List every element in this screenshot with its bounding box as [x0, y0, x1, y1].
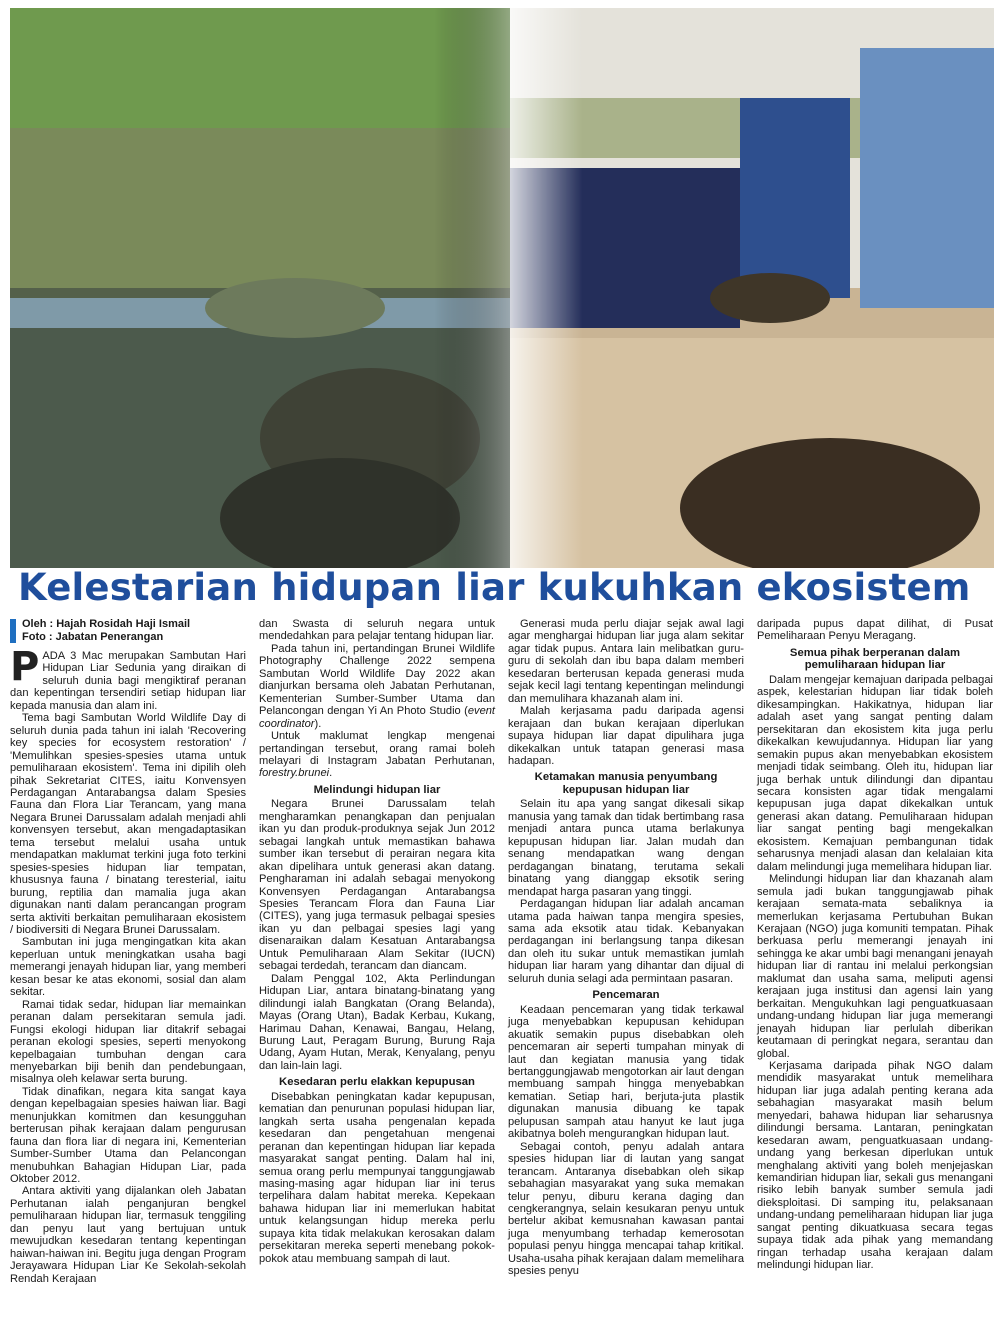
- paragraph: Untuk maklumat lengkap mengenai pertandingan tersebut, orang ramai boleh melayari di Instagram Jabatan Perhutanan, forestry.brunei.: [259, 730, 495, 780]
- paragraph: Perdagangan hidupan liar adalah ancaman utama pada haiwan tanpa mengira spesies, sama ada eksotik atau tidak. Kebanyakan perdagangan ini berlangsung tanpa dikesan dan oleh itu sukar untuk memastikan jumlah hidupan liar haram yang dihantar dan dijual di seluruh dunia selagi ada permintaan pasaran.: [508, 898, 744, 985]
- paragraph: PADA 3 Mac merupakan Sambutan Hari Hidupan Liar Sedunia yang diraikan di seluruh dunia bagi mengiktiraf peranan dan kepentingan tersendiri setiap hidupan liar kepada manusia dan alam ini.: [10, 644, 246, 712]
- turtle-pool-photo: [10, 8, 540, 568]
- column-3: [508, 618, 744, 1278]
- paragraph: daripada pupus dapat dilihat, di Pusat Pemeliharaan Penyu Meragang.: [757, 618, 993, 643]
- subheading: Ketamakan manusia penyumbang kepupusan hidupan liar: [534, 771, 718, 796]
- paragraph: Malah kerjasama padu daripada agensi kerajaan dan bukan kerajaan diperlukan supaya hidupan liar dapat dipulihara juga dikekalkan untuk tatapan generasi masa hadapan.: [508, 705, 744, 767]
- paragraph: Sebagai contoh, penyu adalah antara spesies hidupan liar di lautan yang sangat terancam. Antaranya disebabkan oleh sikap sebahagian masyarakat yang suka memakan telur penyu, diburu kerana daging dan cengkerangnya, selain kesukaran penyu untuk bertelur akibat kemusnahan kawasan pantai juga menyumbang terhadap kemerosotan populasi penyu hingga mencapai tahap kritikal. Usaha-usaha pihak kerajaan dalam memelihara spesies penyu: [508, 1140, 744, 1278]
- paragraph: Melindungi hidupan liar dan khazanah alam semula jadi bukan tanggungjawab pihak kerajaan semata-mata sebaliknya ia memerlukan kerjasama Pertubuhan Bukan Kerajaan (NGO) juga komuniti tempatan. Pihak berkuasa perlu memerangi jenayah ini sehingga ke akar umbi bagi menangani jenayah hidupan liar di rantau ini melalui perkongsian maklumat dan usaha sama, meliputi agensi kerajaan juga institusi dan agensi lain yang berkaitan. Mengukuhkan lagi penguatkuasaan undang-undang hidupan liar juga memerangi jenayah hidupan liar perlulah diberikan keutamaan di peringkat negara, serantau dan global.: [757, 873, 993, 1060]
- turtle-beach-photo: [510, 8, 994, 568]
- paragraph: Keadaan pencemaran yang tidak terkawal juga menyebabkan kepupusan kehidupan akuatik semakin pupus disebabkan oleh pencemaran air seperti tumpahan minyak di laut dan kegiatan manusia yang tidak bertanggungjawab mengotorkan air laut dengan membuang sampah hingga menyebabkan kematian. Setiap hari, berjuta-juta plastik digunakan manusia dibuang ke tapak pelupusan sampah atau hanyut ke laut juga akibatnya boleh mengurangkan hidupan laut.: [508, 1003, 744, 1141]
- paragraph: Tidak dinafikan, negara kita sangat kaya dengan kepelbagaian spesies haiwan liar. Bagi menunjukkan komitmen dan kesungguhan berterusan pihak kerajaan dalam pengurusan fauna dan flora liar di negara ini, Kementerian Sumber-Sumber Utama dan Pelancongan menubuhkan Bahagian Hidupan Liar, pada Oktober 2012.: [10, 1085, 246, 1186]
- paragraph: Antara aktiviti yang dijalankan oleh Jabatan Perhutanan ialah penganjuran bengkel pemuliharaan hidupan liar, termasuk tenggiling dan penyu laut yang bertujuan untuk mewujudkan kesedaran tentang kepentingan haiwan-haiwan ini. Begitu juga dengan Program Jerayawara Hidupan Liar Ke Sekolah-sekolah Rendah Kerajaan: [10, 1185, 246, 1285]
- paragraph: Tema bagi Sambutan World Wildlife Day di seluruh dunia pada tahun ini ialah 'Recovering key species for ecosystem restoration' / 'Memulihkan spesies-spesies utama untuk pemuliharaan ekosistem'. Tema ini dipilih oleh pihak Sekretariat CITES, iaitu Konvensyen Perdagangan Antarabangsa dalam Spesies Fauna dan Flora Liar Terancam, yang mana Negara Brunei Darussalam adalah menjadi ahli konvensyen tersebut, akan mengadaptasikan tema tersebut melalui usaha untuk mendapatkan maklumat terkini juga foto terkini spesies-spesies hidupan liar tempatan, khususnya fauna / binatang teresterial, iaitu burung, reptilia dan mamalia juga akan digunakan nanti dalam perancangan program serta aktiviti berkaitan pemuliharaan ekosistem / biodiversiti di Negara Brunei Darussalam.: [10, 712, 246, 936]
- paragraph: Dalam mengejar kemajuan daripada pelbagai aspek, kelestarian hidupan liar tidak boleh dikesampingkan. Hakikatnya, hidupan liar adalah aset yang sangat penting dalam persekitaran dan ekosistem kita juga perlu dikekalkan kewujudannya. Hidupan liar yang semakin pupus akan menyebabkan ekosistem menjadi tidak seimbang. Oleh itu, hidupan liar juga berhak untuk dilindungi dan dipantau secara konsisten agar tidak mengalami kepupusan juga dapat dikekalkan untuk generasi akan datang. Pemuliharaan hidupan liar sangat penting bagi mengekalkan ekosistem. Kemajuan pembangunan tidak seharusnya menjadi alasan dan kelalaian kita dalam melindungi juga memelihara hidupan liar.: [757, 673, 993, 873]
- paragraph: Dalam Penggal 102, Akta Perlindungan Hidupan Liar, antara binatang-binatang yang dilindungi ialah Bangkatan (Orang Belanda), Mayas (Orang Utan), Badak Kerbau, Kukang, Harimau Dahan, Kenawai, Bangau, Helang, Burung Laut, Peragam Burung, Burung Raja Udang, Ayam Hutan, Merak, Kenyalang, penyu dan lain-lain lagi.: [259, 972, 495, 1072]
- byline: [10, 618, 246, 644]
- subheading: Kesedaran perlu elakkan kepupusan: [279, 1076, 475, 1089]
- paragraph: dan Swasta di seluruh negara untuk mendedahkan para pelajar tentang hidupan liar.: [259, 618, 495, 643]
- paragraph: Ramai tidak sedar, hidupan liar memainkan peranan dalam persekitaran semula jadi. Fungsi ekologi hidupan liar ditakrif sebagai peranan ekologi spesies, seperti menyokong kepelbagaian tumbuhan dengan cara menyebarkan biji benih dan pendebungaan, misalnya oleh kelawar serta burung.: [10, 998, 246, 1086]
- column-1: [10, 618, 246, 1285]
- paragraph: Sambutan ini juga mengingatkan kita akan keperluan untuk meningkatkan usaha bagi memerangi jenayah hidupan liar, yang memberi kesan besar ke atas ekonomi, sosial dan alam sekitar.: [10, 936, 246, 999]
- column-4: [757, 618, 993, 1272]
- column-2: [259, 618, 495, 1265]
- drop-cap: P: [10, 644, 40, 690]
- byline-photo: Foto : Jabatan Penerangan: [22, 631, 164, 643]
- paragraph: Negara Brunei Darussalam telah mengharamkan penangkapan dan penjualan ikan yu dan produk-produknya sejak Jun 2012 sebagai langkah untuk memastikan bahawa sumber ikan tersebut di perairan negara kita akan dipelihara untuk generasi akan datang. Pengharaman ini adalah sebagai menyokong Konvensyen Perdagangan Antarabangsa Spesies Terancam Flora dan Fauna Liar (CITES), yang juga termasuk pelbagai spesies ikan yu dan pelbagai spesies lagi yang disenaraikan dalam Kesatuan Antarabangsa Untuk Pemuliharaan Alam Sekitar (IUCN) sebagai terdedah, terancam dan diancam.: [259, 798, 495, 973]
- byline-author: Oleh : Hajah Rosidah Haji Ismail: [22, 618, 191, 630]
- photo-band: [10, 8, 994, 568]
- subheading: Melindungi hidupan liar: [313, 783, 441, 796]
- paragraph: Disebabkan peningkatan kadar kepupusan, kematian dan penurunan populasi hidupan liar, langkah serta usaha pengenalan kepada kesedaran dan pengetahuan mengenai peranan dan kepentingan hidupan liar kepada masyarakat sangat penting. Dalam hal ini, semua orang perlu mempunyai tanggungjawab masing-masing agar hidupan liar ini terus terpelihara dalam habitat mereka. Kepekaan bahawa hidupan liar ini memerlukan habitat untuk kelangsungan hidup mereka perlu supaya kita tidak melakukan kerosakan dalam persekitaran mereka seperti menebang pokok-pokok atau membuang sampah di laut.: [259, 1090, 495, 1265]
- paragraph: Selain itu apa yang sangat dikesali sikap manusia yang tamak dan tidak bertimbang rasa menjadi antara punca utama berlakunya kepupusan hidupan liar. Jalan mudah dan senang mendapatkan wang dengan perdagangan binatang, terutama sekali binatang yang dianggap eksotik sering mendapat harga pasaran yang tinggi.: [508, 798, 744, 898]
- article-body: [10, 618, 994, 1318]
- subheading: Semua pihak berperanan dalam pemuliharaan hidupan liar: [789, 646, 961, 672]
- paragraph: Generasi muda perlu diajar sejak awal lagi agar menghargai hidupan liar juga alam sekitar agar tidak pupus. Antara lain melibatkan guru-guru di sekolah dan ibu bapa dalam memberi kesedaran berterusan kepada generasi muda sejak kecil lagi tentang kepentingan melindungi dan memulihara khazanah alam ini.: [508, 618, 744, 705]
- paragraph: Kerjasama daripada pihak NGO dalam mendidik masyarakat untuk memelihara hidupan liar juga adalah penting kerana ada sebahagian masyarakat masih belum menyedari, bahawa hidupan liar seharusnya dilindungi bersama. Lantaran, peningkatan kesedaran awam, penguatkuasaan undang-undang yang berkesan diperlukan untuk menghalang aktiviti yang boleh menjejaskan kemandirian hidupan liar, sekali gus menangani risiko lebih banyak sumber semula jadi dieksploitasi. Di samping itu, pelaksanaan undang-undang pemeliharaan hidupan liar juga sangat penting dikuatkuasa secara tegas supaya tidak ada pihak yang memandang ringan terhadap usaha kerajaan dalam melindungi hidupan liar.: [757, 1059, 993, 1272]
- headline: Kelestarian hidupan liar kukuhkan ekosistem: [18, 566, 971, 609]
- paragraph: Pada tahun ini, pertandingan Brunei Wildlife Photography Challenge 2022 sempena Sambutan World Wildlife Day 2022 akan dianjurkan bersama oleh Jabatan Perhutanan, Kementerian Sumber-Sumber Utama dan Pelancongan dengan Yi An Photo Studio (event coordinator).: [259, 642, 495, 730]
- subheading: Pencemaran: [592, 989, 660, 1002]
